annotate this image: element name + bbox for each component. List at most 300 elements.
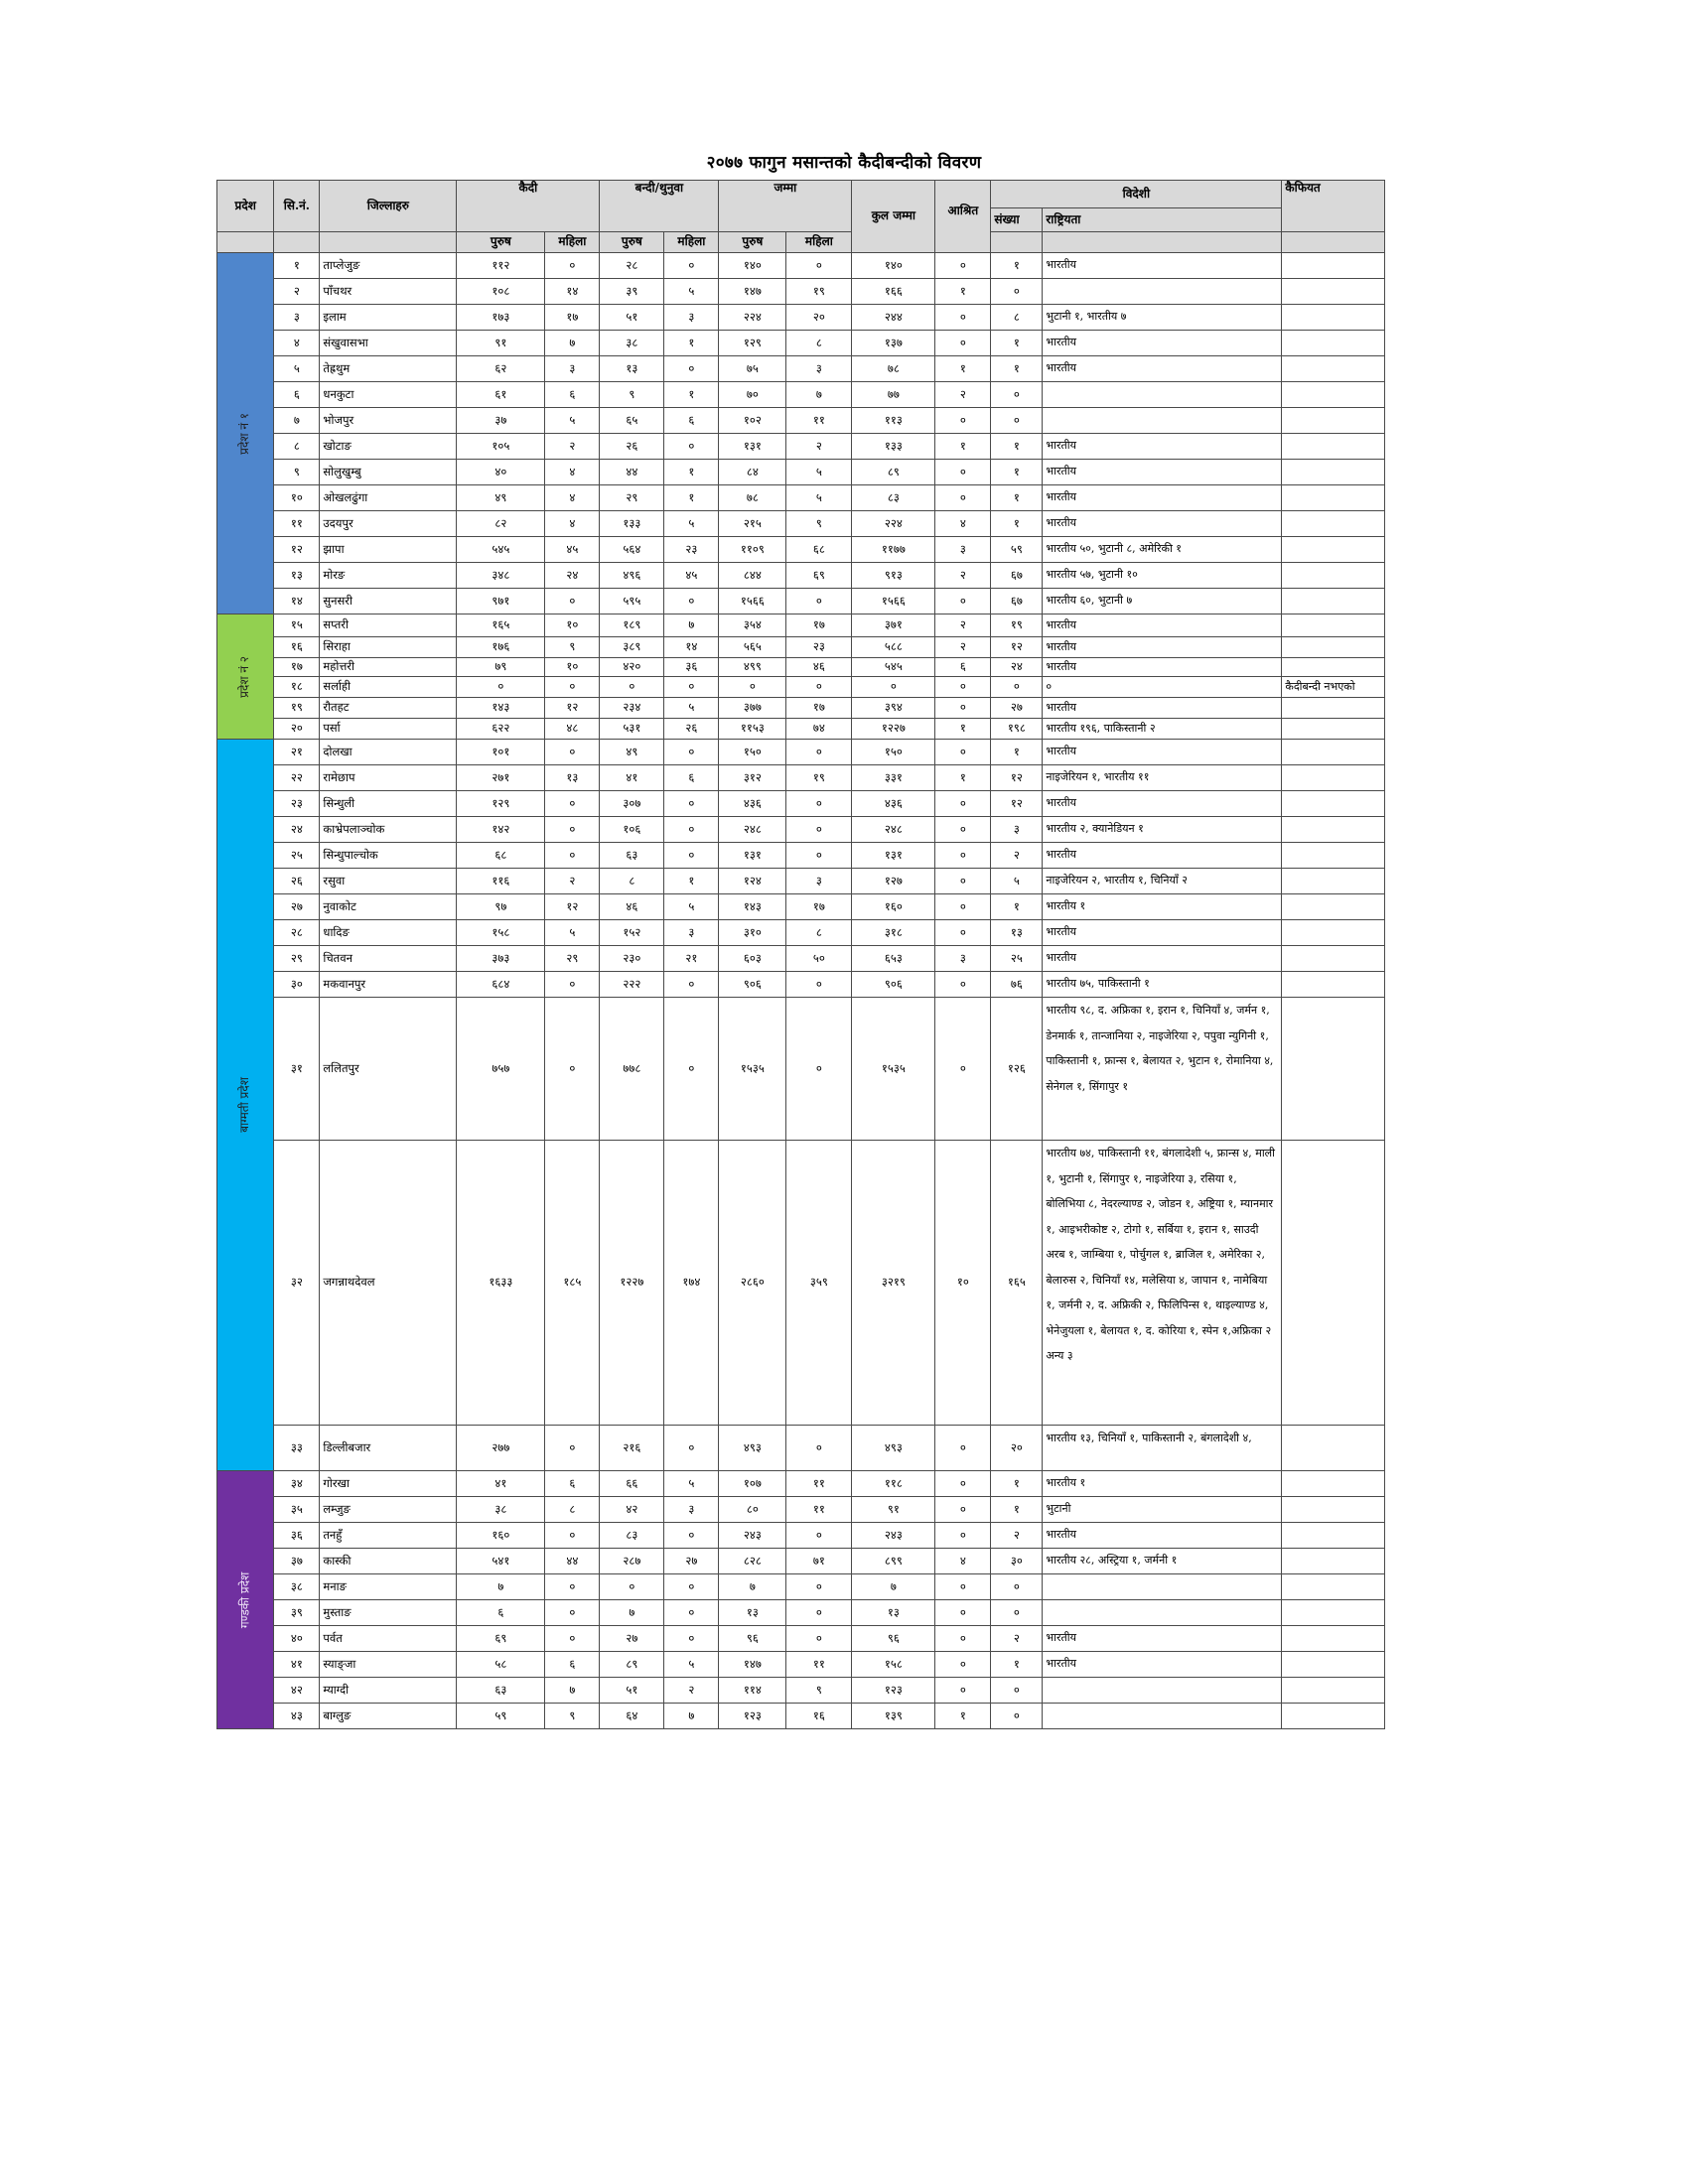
table-body: [217, 253, 1385, 1729]
grand-total-cell: १२३: [852, 1678, 935, 1704]
table-row: [217, 998, 1385, 1141]
remarks-cell: [1282, 740, 1385, 765]
remarks-cell: [1282, 331, 1385, 356]
grand-total-cell: १३: [852, 1600, 935, 1626]
prisoner-male-cell: १७६: [457, 637, 545, 658]
header-detainee: बन्दी/थुनुवा: [600, 181, 719, 232]
remarks-cell: [1282, 998, 1385, 1141]
district-cell: संखुवासभा: [320, 331, 457, 356]
detainee-male-cell: ३८९: [600, 637, 664, 658]
remarks-cell: [1282, 765, 1385, 791]
prisoner-female-cell: ४५: [545, 537, 600, 563]
district-cell: पाँचथर: [320, 279, 457, 305]
nationality-cell: भारतीय: [1043, 946, 1282, 972]
detainee-female-cell: ५: [664, 279, 719, 305]
sn-cell: ३६: [274, 1523, 320, 1549]
total-female-cell: ०: [786, 1626, 852, 1652]
grand-total-cell: २४३: [852, 1523, 935, 1549]
nationality-cell: भारतीय २, क्यानेडियन १: [1043, 817, 1282, 843]
nationality-cell: भारतीय: [1043, 1523, 1282, 1549]
remarks-cell: [1282, 408, 1385, 434]
prisoner-female-cell: ७: [545, 331, 600, 356]
header-blank: [217, 232, 274, 253]
detainee-male-cell: ५६४: [600, 537, 664, 563]
district-cell: चितवन: [320, 946, 457, 972]
detainee-female-cell: ०: [664, 589, 719, 614]
header-blank: [1043, 232, 1282, 253]
prisoner-female-cell: ६: [545, 1652, 600, 1678]
total-male-cell: २१५: [719, 511, 786, 537]
foreign-count-cell: १: [991, 740, 1043, 765]
prisoner-female-cell: ५: [545, 920, 600, 946]
total-female-cell: ४६: [786, 658, 852, 677]
province-band: [217, 253, 274, 614]
table-row: [217, 1426, 1385, 1471]
prisoner-male-cell: १०५: [457, 434, 545, 460]
district-cell: स्याङ्जा: [320, 1652, 457, 1678]
total-male-cell: १३१: [719, 843, 786, 869]
nationality-cell: भारतीय: [1043, 843, 1282, 869]
total-female-cell: २: [786, 434, 852, 460]
grand-total-cell: ११३: [852, 408, 935, 434]
prisoner-male-cell: २७७: [457, 1426, 545, 1471]
grand-total-cell: ९१: [852, 1497, 935, 1523]
detainee-female-cell: १: [664, 331, 719, 356]
district-cell: रौतहट: [320, 698, 457, 719]
dependent-cell: ०: [935, 869, 991, 894]
prisoner-male-cell: ३७३: [457, 946, 545, 972]
dependent-cell: १: [935, 1704, 991, 1729]
prisoner-male-cell: १०८: [457, 279, 545, 305]
sn-cell: २: [274, 279, 320, 305]
district-cell: जगन्नाथदेवल: [320, 1141, 457, 1426]
grand-total-cell: १३३: [852, 434, 935, 460]
total-female-cell: ०: [786, 1574, 852, 1600]
foreign-count-cell: २७: [991, 698, 1043, 719]
prisoner-male-cell: ६२२: [457, 719, 545, 740]
province-label: गण्डकी प्रदेश: [237, 1571, 252, 1628]
nationality-cell: भारतीय: [1043, 253, 1282, 279]
detainee-female-cell: ०: [664, 1426, 719, 1471]
sn-cell: ४३: [274, 1704, 320, 1729]
detainee-female-cell: ५: [664, 511, 719, 537]
remarks-cell: [1282, 1600, 1385, 1626]
remarks-cell: [1282, 1704, 1385, 1729]
detainee-female-cell: ५: [664, 698, 719, 719]
grand-total-cell: १५०: [852, 740, 935, 765]
detainee-female-cell: ०: [664, 1574, 719, 1600]
prisoner-male-cell: ११२: [457, 253, 545, 279]
dependent-cell: ०: [935, 408, 991, 434]
district-cell: कास्की: [320, 1549, 457, 1574]
prisoner-male-cell: ५४५: [457, 537, 545, 563]
nationality-cell: भारतीय ७४, पाकिस्तानी ११, बंगलादेशी ५, फ्रान्स ४, माली १, भुटानी १, सिंगापुर १, नाइजेरिया ३, रसिया १, बोलिभिया ८, नेदरल्याण्ड २, जोडन १, अष्ट्रिया १, म्यानमार १, आइभरीकोष्ट २, टोगो १, सर्बिया १, इरान १, साउदी अरब १, जाम्बिया १, पोर्चुगल १, ब्राजिल १, अमेरिका २, बेलारुस २, चिनियाँ १४, मलेसिया ४, जापान १, नामेबिया १, जर्मनी २, द. अफ्रिकी २, फिलिपिन्स १, थाइल्याण्ड ४, भेनेजुयला १, बेलायत १, द. कोरिया १, स्पेन १,अफ्रिका २ अन्य ३: [1043, 1141, 1282, 1426]
detainee-male-cell: १५२: [600, 920, 664, 946]
grand-total-cell: ९६: [852, 1626, 935, 1652]
foreign-count-cell: ६७: [991, 563, 1043, 589]
prisoner-female-cell: २४: [545, 563, 600, 589]
header-blank: [274, 232, 320, 253]
nationality-cell: भारतीय १: [1043, 894, 1282, 920]
nationality-cell: भारतीय: [1043, 1626, 1282, 1652]
district-cell: सुनसरी: [320, 589, 457, 614]
detainee-male-cell: १८९: [600, 614, 664, 637]
prisoner-male-cell: ६: [457, 1600, 545, 1626]
sn-cell: ३८: [274, 1574, 320, 1600]
remarks-cell: [1282, 253, 1385, 279]
detainee-male-cell: ८३: [600, 1523, 664, 1549]
detainee-male-cell: २९: [600, 485, 664, 511]
total-female-cell: ५०: [786, 946, 852, 972]
dependent-cell: ०: [935, 305, 991, 331]
district-cell: धनकुटा: [320, 382, 457, 408]
table-row: [217, 382, 1385, 408]
header-foreign: विदेशी: [991, 181, 1282, 208]
remarks-cell: [1282, 869, 1385, 894]
dependent-cell: ०: [935, 1678, 991, 1704]
foreign-count-cell: ०: [991, 1600, 1043, 1626]
sn-cell: ३५: [274, 1497, 320, 1523]
prisoner-female-cell: १०: [545, 658, 600, 677]
detainee-female-cell: ५: [664, 1652, 719, 1678]
prisoner-male-cell: ५९: [457, 1704, 545, 1729]
detainee-male-cell: ६३: [600, 843, 664, 869]
header-nationality: राष्ट्रियता: [1043, 208, 1282, 232]
table-row: [217, 537, 1385, 563]
foreign-count-cell: १९: [991, 614, 1043, 637]
total-female-cell: ०: [786, 1523, 852, 1549]
sn-cell: १२: [274, 537, 320, 563]
header-total: जम्मा: [719, 181, 852, 232]
detainee-male-cell: ४९६: [600, 563, 664, 589]
document-title: २०७७ फागुन मसान्तको कैदीबन्दीको विवरण: [706, 153, 982, 173]
remarks-cell: [1282, 1141, 1385, 1426]
total-male-cell: ८०: [719, 1497, 786, 1523]
table-row: [217, 1626, 1385, 1652]
total-male-cell: ४३६: [719, 791, 786, 817]
foreign-count-cell: ०: [991, 1704, 1043, 1729]
total-male-cell: ३१२: [719, 765, 786, 791]
total-male-cell: ७: [719, 1574, 786, 1600]
table-row: [217, 719, 1385, 740]
district-cell: पर्सा: [320, 719, 457, 740]
prisoner-female-cell: १२: [545, 698, 600, 719]
grand-total-cell: ८९: [852, 460, 935, 485]
detainee-female-cell: २७: [664, 1549, 719, 1574]
province-label: प्रदेश नं १: [237, 412, 252, 455]
header-male: पुरुष: [600, 232, 664, 253]
dependent-cell: ०: [935, 817, 991, 843]
foreign-count-cell: १२: [991, 765, 1043, 791]
detainee-female-cell: २: [664, 1678, 719, 1704]
sn-cell: २३: [274, 791, 320, 817]
remarks-cell: [1282, 589, 1385, 614]
total-male-cell: ६०३: [719, 946, 786, 972]
sn-cell: १०: [274, 485, 320, 511]
prisoner-female-cell: ०: [545, 1523, 600, 1549]
total-female-cell: ९: [786, 1678, 852, 1704]
prisoner-male-cell: १४२: [457, 817, 545, 843]
prisoner-male-cell: ५८: [457, 1652, 545, 1678]
prisoner-female-cell: ०: [545, 998, 600, 1141]
header-blank: [320, 232, 457, 253]
nationality-cell: भारतीय १: [1043, 1471, 1282, 1497]
dependent-cell: १: [935, 719, 991, 740]
grand-total-cell: १३९: [852, 1704, 935, 1729]
grand-total-cell: ७: [852, 1574, 935, 1600]
foreign-count-cell: १: [991, 253, 1043, 279]
total-male-cell: ३१०: [719, 920, 786, 946]
prisoner-male-cell: १४३: [457, 698, 545, 719]
total-male-cell: १२३: [719, 1704, 786, 1729]
total-male-cell: २२४: [719, 305, 786, 331]
prisoner-female-cell: ९: [545, 637, 600, 658]
detainee-male-cell: ६६: [600, 1471, 664, 1497]
table-row: [217, 1497, 1385, 1523]
prisoner-female-cell: ०: [545, 677, 600, 698]
district-cell: सिन्धुली: [320, 791, 457, 817]
district-cell: लम्जुङ: [320, 1497, 457, 1523]
detainee-female-cell: १: [664, 382, 719, 408]
detainee-male-cell: ४२: [600, 1497, 664, 1523]
remarks-cell: [1282, 719, 1385, 740]
nationality-cell: भारतीय २८, अस्ट्रिया १, जर्मनी १: [1043, 1549, 1282, 1574]
dependent-cell: ०: [935, 460, 991, 485]
sn-cell: १४: [274, 589, 320, 614]
remarks-cell: [1282, 1426, 1385, 1471]
nationality-cell: [1043, 408, 1282, 434]
dependent-cell: ०: [935, 1426, 991, 1471]
total-male-cell: २४३: [719, 1523, 786, 1549]
dependent-cell: ०: [935, 698, 991, 719]
table-row: [217, 920, 1385, 946]
header-prisoner: कैदी: [457, 181, 600, 232]
dependent-cell: ०: [935, 1652, 991, 1678]
table-row: [217, 1704, 1385, 1729]
sn-cell: ३७: [274, 1549, 320, 1574]
sn-cell: २८: [274, 920, 320, 946]
district-cell: डिल्लीबजार: [320, 1426, 457, 1471]
header-district: जिल्लाहरु: [320, 181, 457, 232]
remarks-cell: [1282, 485, 1385, 511]
nationality-cell: भारतीय: [1043, 485, 1282, 511]
nationality-cell: नाइजेरियन २, भारतीय १, चिनियाँ २: [1043, 869, 1282, 894]
district-cell: तनहुँ: [320, 1523, 457, 1549]
prisoner-male-cell: १५८: [457, 920, 545, 946]
dependent-cell: ०: [935, 1497, 991, 1523]
prisoner-male-cell: १७३: [457, 305, 545, 331]
foreign-count-cell: ६७: [991, 589, 1043, 614]
total-male-cell: १५०: [719, 740, 786, 765]
grand-total-cell: ८३: [852, 485, 935, 511]
district-cell: ओखलढुंगा: [320, 485, 457, 511]
detainee-male-cell: १२२७: [600, 1141, 664, 1426]
dependent-cell: १: [935, 765, 991, 791]
detainee-female-cell: ३: [664, 920, 719, 946]
prisoner-male-cell: ९१: [457, 331, 545, 356]
prisoner-male-cell: ४०: [457, 460, 545, 485]
grand-total-cell: ४९३: [852, 1426, 935, 1471]
total-female-cell: ११: [786, 1471, 852, 1497]
district-cell: ललितपुर: [320, 998, 457, 1141]
district-cell: मकवानपुर: [320, 972, 457, 998]
dependent-cell: ०: [935, 677, 991, 698]
prisoner-male-cell: ८२: [457, 511, 545, 537]
sn-cell: १३: [274, 563, 320, 589]
dependent-cell: ०: [935, 972, 991, 998]
foreign-count-cell: २०: [991, 1426, 1043, 1471]
district-cell: रामेछाप: [320, 765, 457, 791]
total-male-cell: ९०६: [719, 972, 786, 998]
prisoner-male-cell: १६३३: [457, 1141, 545, 1426]
district-cell: नुवाकोट: [320, 894, 457, 920]
nationality-cell: [1043, 1678, 1282, 1704]
detainee-male-cell: ७: [600, 1600, 664, 1626]
nationality-cell: भारतीय: [1043, 1652, 1282, 1678]
foreign-count-cell: १: [991, 1471, 1043, 1497]
prisoner-male-cell: २७१: [457, 765, 545, 791]
total-male-cell: ७५: [719, 356, 786, 382]
prisoner-female-cell: ०: [545, 791, 600, 817]
sn-cell: २२: [274, 765, 320, 791]
total-male-cell: ११४: [719, 1678, 786, 1704]
foreign-count-cell: ०: [991, 382, 1043, 408]
dependent-cell: २: [935, 637, 991, 658]
detainee-female-cell: २६: [664, 719, 719, 740]
prisoner-female-cell: २: [545, 434, 600, 460]
dependent-cell: ०: [935, 589, 991, 614]
total-male-cell: २८६०: [719, 1141, 786, 1426]
nationality-cell: नाइजेरियन १, भारतीय ११: [1043, 765, 1282, 791]
prisoner-female-cell: १३: [545, 765, 600, 791]
total-female-cell: ८: [786, 920, 852, 946]
table-row: [217, 305, 1385, 331]
grand-total-cell: १५८: [852, 1652, 935, 1678]
detainee-female-cell: ३६: [664, 658, 719, 677]
foreign-count-cell: १: [991, 485, 1043, 511]
detainee-male-cell: २८: [600, 253, 664, 279]
table-row: [217, 563, 1385, 589]
district-cell: मनाङ: [320, 1574, 457, 1600]
sn-cell: १७: [274, 658, 320, 677]
district-cell: इलाम: [320, 305, 457, 331]
district-cell: सर्लाही: [320, 677, 457, 698]
total-female-cell: ०: [786, 1426, 852, 1471]
detainee-female-cell: १४: [664, 637, 719, 658]
dependent-cell: ३: [935, 946, 991, 972]
grand-total-cell: ३९४: [852, 698, 935, 719]
remarks-cell: [1282, 460, 1385, 485]
district-cell: मोरङ: [320, 563, 457, 589]
total-female-cell: ५: [786, 460, 852, 485]
dependent-cell: ०: [935, 1626, 991, 1652]
total-male-cell: १४३: [719, 894, 786, 920]
grand-total-cell: १६०: [852, 894, 935, 920]
sn-cell: २०: [274, 719, 320, 740]
detainee-male-cell: २१६: [600, 1426, 664, 1471]
total-male-cell: १४०: [719, 253, 786, 279]
foreign-count-cell: १: [991, 511, 1043, 537]
remarks-cell: [1282, 920, 1385, 946]
grand-total-cell: १४०: [852, 253, 935, 279]
detainee-female-cell: २१: [664, 946, 719, 972]
nationality-cell: भारतीय ५७, भुटानी १०: [1043, 563, 1282, 589]
foreign-count-cell: ३०: [991, 1549, 1043, 1574]
foreign-count-cell: ०: [991, 279, 1043, 305]
nationality-cell: भारतीय: [1043, 460, 1282, 485]
detainee-female-cell: १: [664, 485, 719, 511]
detainee-female-cell: ०: [664, 1600, 719, 1626]
detainee-male-cell: ६५: [600, 408, 664, 434]
grand-total-cell: ८९९: [852, 1549, 935, 1574]
remarks-cell: [1282, 698, 1385, 719]
district-cell: ताप्लेजुङ: [320, 253, 457, 279]
dependent-cell: ०: [935, 1523, 991, 1549]
prisoner-female-cell: ०: [545, 1626, 600, 1652]
remarks-cell: [1282, 843, 1385, 869]
nationality-cell: भारतीय: [1043, 331, 1282, 356]
total-female-cell: ०: [786, 677, 852, 698]
dependent-cell: ०: [935, 791, 991, 817]
header-grand-total: कुल जम्मा: [852, 181, 935, 253]
dependent-cell: ४: [935, 1549, 991, 1574]
remarks-cell: [1282, 637, 1385, 658]
prisoner-male-cell: ६८४: [457, 972, 545, 998]
total-male-cell: ४९९: [719, 658, 786, 677]
prisoner-female-cell: २९: [545, 946, 600, 972]
total-female-cell: ११: [786, 408, 852, 434]
prisoner-male-cell: ६९: [457, 1626, 545, 1652]
header-male: पुरुष: [457, 232, 545, 253]
detainee-male-cell: २६: [600, 434, 664, 460]
dependent-cell: १०: [935, 1141, 991, 1426]
sn-cell: १६: [274, 637, 320, 658]
total-male-cell: ८२८: [719, 1549, 786, 1574]
remarks-cell: [1282, 537, 1385, 563]
district-cell: सिराहा: [320, 637, 457, 658]
prisoner-male-cell: ६३: [457, 1678, 545, 1704]
detainee-male-cell: ८९: [600, 1652, 664, 1678]
grand-total-cell: ४३६: [852, 791, 935, 817]
detainee-male-cell: ८: [600, 869, 664, 894]
grand-total-cell: ११८: [852, 1471, 935, 1497]
remarks-cell: [1282, 1626, 1385, 1652]
prisoner-female-cell: ४: [545, 460, 600, 485]
remarks-cell: [1282, 614, 1385, 637]
foreign-count-cell: १३: [991, 920, 1043, 946]
foreign-count-cell: १२: [991, 791, 1043, 817]
table-row: [217, 1652, 1385, 1678]
district-cell: भोजपुर: [320, 408, 457, 434]
district-cell: रसुवा: [320, 869, 457, 894]
detainee-female-cell: ०: [664, 740, 719, 765]
dependent-cell: ०: [935, 1600, 991, 1626]
total-female-cell: ८: [786, 331, 852, 356]
district-cell: मुस्ताङ: [320, 1600, 457, 1626]
remarks-cell: [1282, 356, 1385, 382]
detainee-male-cell: ३८: [600, 331, 664, 356]
total-male-cell: १२४: [719, 869, 786, 894]
total-female-cell: ०: [786, 817, 852, 843]
prisoner-female-cell: १४: [545, 279, 600, 305]
dependent-cell: ०: [935, 485, 991, 511]
detainee-female-cell: १७४: [664, 1141, 719, 1426]
total-female-cell: २३: [786, 637, 852, 658]
detainee-female-cell: ०: [664, 434, 719, 460]
detainee-female-cell: ०: [664, 1523, 719, 1549]
total-female-cell: ०: [786, 740, 852, 765]
sn-cell: ३: [274, 305, 320, 331]
